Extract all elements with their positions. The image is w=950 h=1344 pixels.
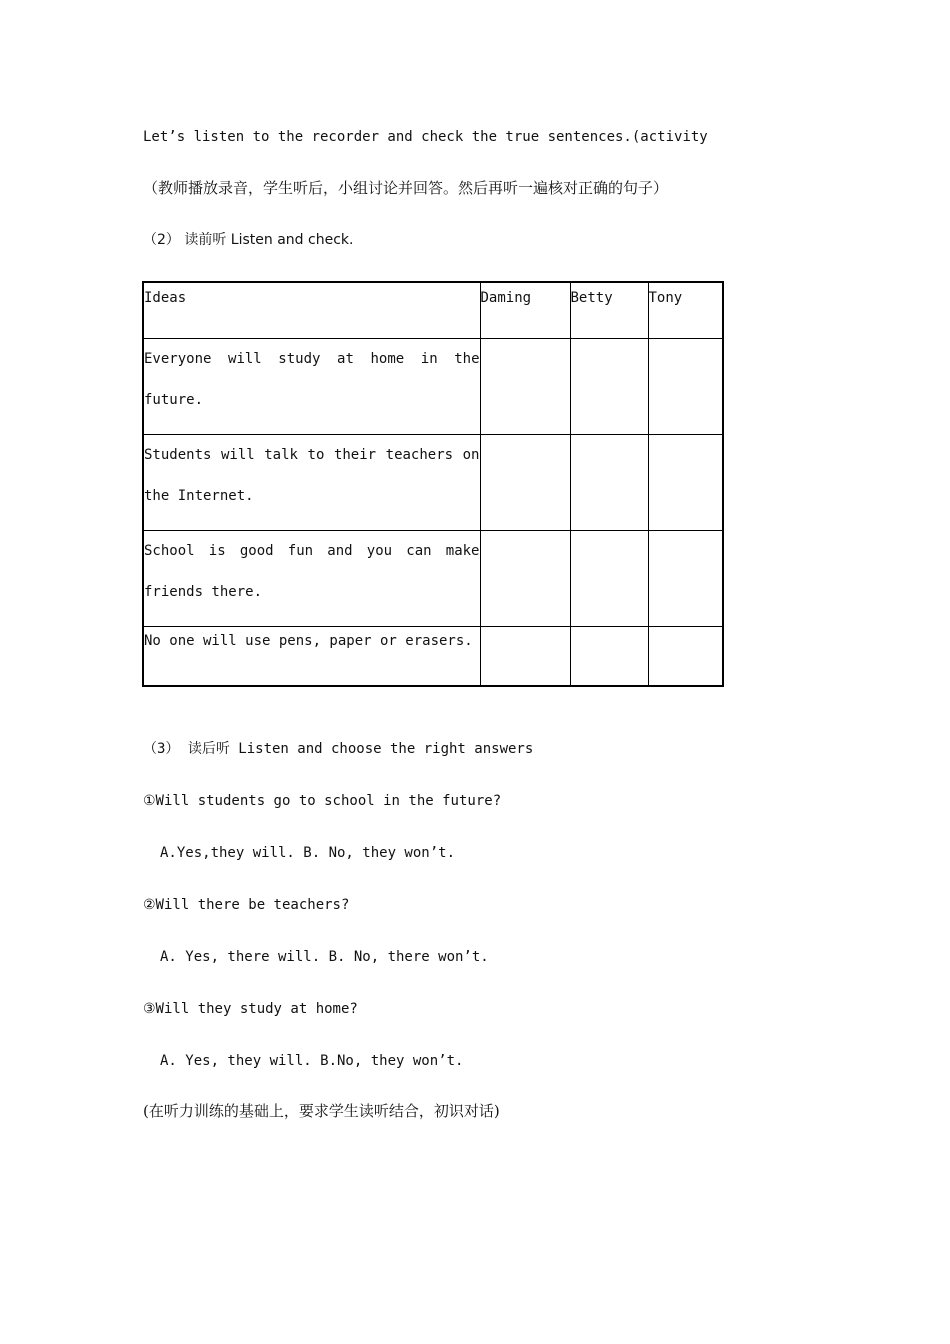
check-cell-betty[interactable] (570, 530, 648, 626)
question-3-options: A. Yes, they will. B.No, they won’t. (160, 1053, 464, 1069)
question-3: ③Will they study at home? (143, 1001, 358, 1017)
check-cell-daming[interactable] (480, 338, 570, 434)
header-betty: Betty (570, 282, 648, 338)
idea-cell: No one will use pens, paper or erasers. (143, 626, 480, 686)
closing-note: (在听力训练的基础上，要求学生读听结合，初识对话) (143, 1102, 500, 1120)
table-row (143, 626, 723, 686)
table-row (143, 434, 723, 530)
header-tony: Tony (648, 282, 723, 338)
idea-cell: School is good fun and you can make friends there. (143, 530, 480, 626)
question-2: ②Will there be teachers? (143, 897, 350, 913)
question-2-options: A. Yes, there will. B. No, there won’t. (160, 949, 489, 965)
check-cell-tony[interactable] (648, 434, 723, 530)
check-cell-tony[interactable] (648, 530, 723, 626)
section-2-heading: （2） 读前听 Listen and check. (143, 232, 354, 248)
check-cell-betty[interactable] (570, 434, 648, 530)
table-header-row (143, 282, 723, 338)
check-cell-daming[interactable] (480, 530, 570, 626)
header-daming: Daming (480, 282, 570, 338)
check-cell-tony[interactable] (648, 626, 723, 686)
intro-line: Let’s listen to the recorder and check the true sentences.(activity (143, 129, 708, 145)
check-cell-tony[interactable] (648, 338, 723, 434)
check-cell-daming[interactable] (480, 434, 570, 530)
check-cell-daming[interactable] (480, 626, 570, 686)
idea-cell: Students will talk to their teachers on the Internet. (143, 434, 480, 530)
check-cell-betty[interactable] (570, 626, 648, 686)
idea-cell: Everyone will study at home in the future. (143, 338, 480, 434)
question-1: ①Will students go to school in the future? (143, 793, 502, 809)
listen-check-table (142, 281, 724, 687)
header-ideas: Ideas (143, 282, 480, 338)
question-1-options: A.Yes,they will. B. No, they won’t. (160, 845, 456, 861)
table-row (143, 338, 723, 434)
teacher-note: （教师播放录音，学生听后，小组讨论并回答。然后再听一遍核对正确的句子） (143, 179, 669, 197)
table-row (143, 530, 723, 626)
check-cell-betty[interactable] (570, 338, 648, 434)
section-3-heading: （3） 读后听 Listen and choose the right answers (143, 741, 534, 757)
